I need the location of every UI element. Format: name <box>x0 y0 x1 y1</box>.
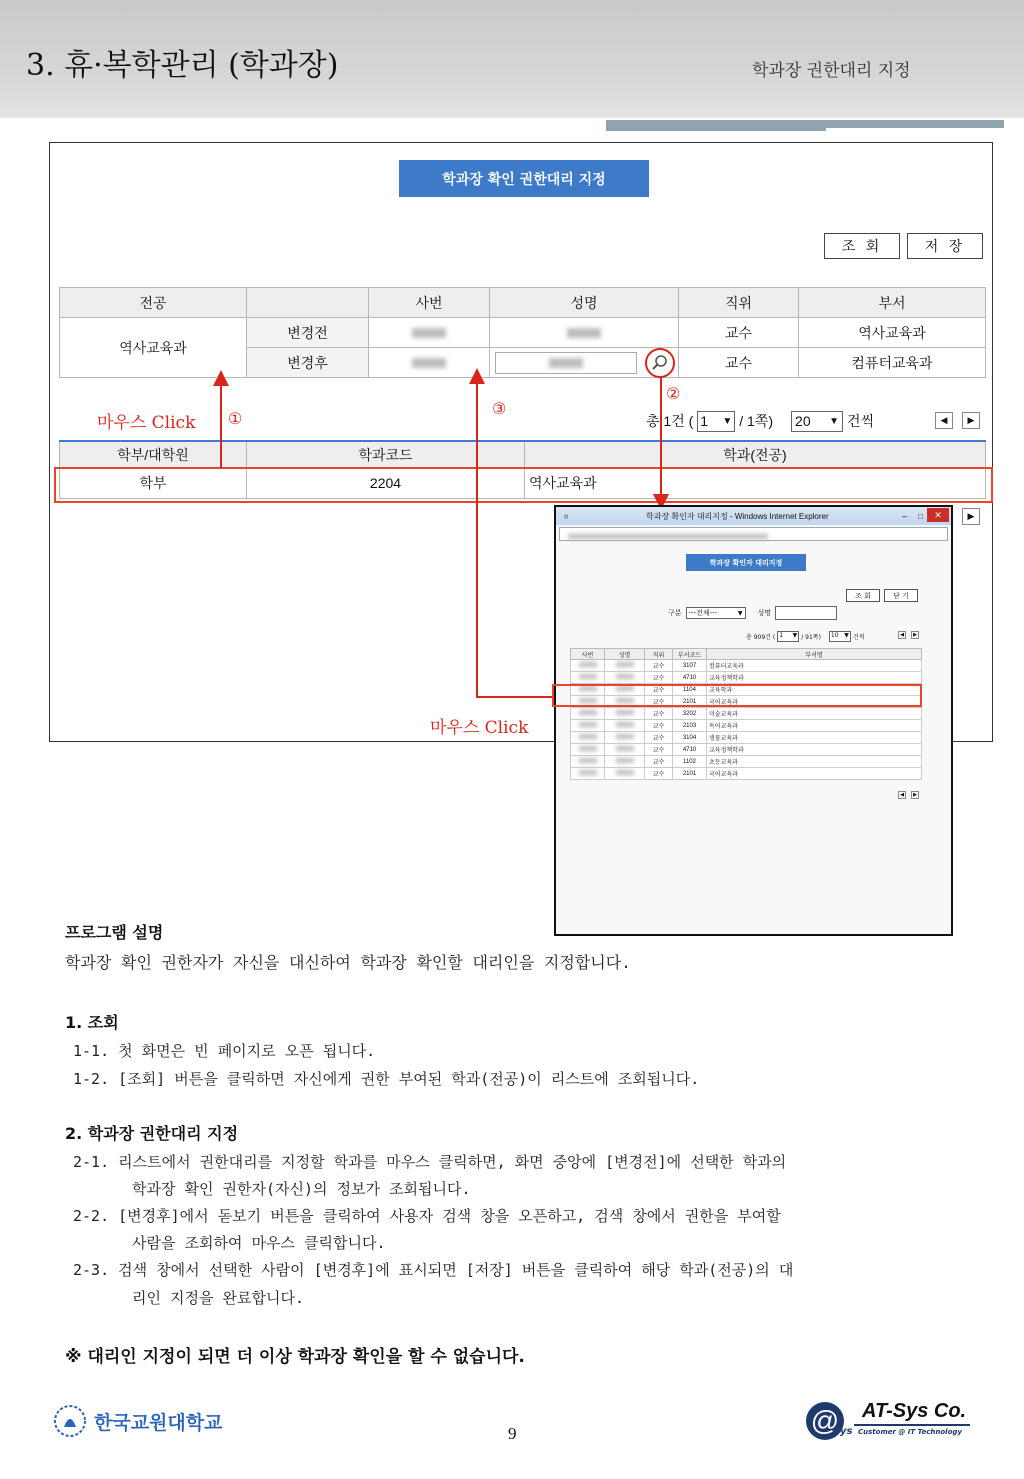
popup-title-button: 학과장 확인자 대리지정 <box>686 554 806 571</box>
description-heading: 프로그램 설명 <box>65 923 164 942</box>
popup-row-dept: 초등교육과 <box>707 756 922 768</box>
popup-size-value: 10 <box>830 632 839 639</box>
popup-size-select[interactable] <box>829 631 851 642</box>
description-intro: 학과장 확인 권한자가 자신을 대신하여 학과장 확인할 대리인을 지정합니다. <box>65 953 631 972</box>
pagination-pages: / 1쪽) <box>739 413 774 429</box>
page-number: 9 <box>508 1424 517 1443</box>
popup-row-highlight <box>552 684 922 707</box>
company-logo <box>806 1400 976 1445</box>
blurred-name <box>616 710 634 715</box>
popup-row-deptcode: 2101 <box>673 696 707 708</box>
popup-row-position: 교수 <box>645 720 673 732</box>
popup-row-empno <box>571 672 605 684</box>
university-emblem-icon <box>52 1403 88 1439</box>
popup-row-name <box>605 660 645 672</box>
blurred-empno <box>579 722 597 727</box>
popup-row-position: 교수 <box>645 660 673 672</box>
section-2-3b: 리인 지정을 완료합니다. <box>132 1289 304 1307</box>
list-header-code: 학과코드 <box>247 441 525 468</box>
popup-col-dept: 부서명 <box>707 649 922 660</box>
popup-result-table <box>570 648 922 780</box>
blurred-name <box>616 746 634 751</box>
blurred-empno <box>579 710 597 715</box>
blurred-empno <box>579 734 597 739</box>
popup-col-position: 직위 <box>645 649 673 660</box>
warning-note: ※ 대리인 지정이 되면 더 이상 학과장 확인을 할 수 없습니다. <box>65 1347 525 1367</box>
section-2-title: 2. 학과장 권한대리 지정 <box>65 1124 239 1143</box>
popup-table-row[interactable] <box>571 708 922 720</box>
popup-row-deptcode: 1104 <box>673 684 707 696</box>
popup-row-empno <box>571 720 605 732</box>
popup-row-deptcode: 3104 <box>673 732 707 744</box>
popup-table-row[interactable] <box>571 768 922 780</box>
section-1-title: 1. 조회 <box>65 1013 119 1032</box>
popup-row-deptcode: 2101 <box>673 768 707 780</box>
caret-right-icon: ▶ <box>913 632 917 638</box>
company-name: AT-Sys Co. <box>862 1400 967 1422</box>
university-name: 한국교원대학교 <box>94 1411 223 1434</box>
popup-row-name <box>605 768 645 780</box>
popup-row-name <box>605 720 645 732</box>
arrow-step-3 <box>477 376 554 697</box>
ie-icon: e <box>564 511 569 521</box>
company-at-icon: @ <box>806 1402 844 1440</box>
popup-table-row[interactable] <box>571 756 922 768</box>
page-select-value: 1 <box>700 413 709 429</box>
maximize-icon[interactable]: □ <box>918 511 923 521</box>
popup-search-button[interactable]: 조 회 <box>846 589 880 602</box>
col-header-name: 성명 <box>490 288 679 318</box>
popup-row-name <box>605 732 645 744</box>
page-title: 3. 휴·복학관리 (학과장) <box>26 48 339 83</box>
popup-row-dept: 컴퓨터교육과 <box>707 660 922 672</box>
page-size-suffix: 건씩 <box>847 413 875 429</box>
annotation-mouse-click-1: 마우스 Click <box>97 413 196 433</box>
section-2-2b: 사람을 조회하여 마우스 클릭합니다. <box>132 1234 386 1252</box>
list-header-dept: 학과(전공) <box>525 441 986 468</box>
popup-total: 총 909건 ( <box>746 634 776 641</box>
popup-window-title: 학과장 확인자 대리지정 - Windows Internet Explorer <box>646 511 829 521</box>
annotation-step-2: ② <box>666 384 681 403</box>
popup-row-name <box>605 744 645 756</box>
popup-header-row <box>571 649 922 660</box>
blurred-name <box>616 662 634 667</box>
popup-row-position: 교수 <box>645 684 673 696</box>
section-2-1a: 2-1. 리스트에서 권한대리를 지정할 학과를 마우스 클릭하면, 화면 중앙에 [변경전]에 선택한 학과의 <box>73 1153 787 1171</box>
filter-select[interactable] <box>686 607 746 619</box>
popup-row-dept: 국어교육과 <box>707 768 922 780</box>
popup-col-deptcode: 부서코드 <box>673 649 707 660</box>
popup-address-bar[interactable] <box>559 527 948 541</box>
close-icon[interactable]: ✕ <box>927 508 949 522</box>
before-position: 교수 <box>679 318 799 348</box>
caret-left-icon: ◀ <box>900 792 904 798</box>
popup-row-deptcode: 3202 <box>673 708 707 720</box>
popup-table-row[interactable] <box>571 732 922 744</box>
popup-col-empno: 사번 <box>571 649 605 660</box>
company-tagline: Customer @ IT Technology <box>858 1428 962 1436</box>
before-label: 변경전 <box>247 318 369 348</box>
popup-row-position: 교수 <box>645 672 673 684</box>
popup-row-dept: 국어교육과 <box>707 696 922 708</box>
popup-row-empno <box>571 708 605 720</box>
popup-row-empno <box>571 744 605 756</box>
page-subtitle: 학과장 권한대리 지정 <box>752 61 911 81</box>
popup-next-button-2[interactable] <box>911 791 919 799</box>
popup-row-deptcode: 4710 <box>673 672 707 684</box>
blurred-empno <box>579 758 597 763</box>
row-dept: 역사교육과 <box>525 468 986 498</box>
popup-col-name: 성명 <box>605 649 645 660</box>
popup-row-dept: 미술교육과 <box>707 708 922 720</box>
blurred-url <box>568 534 768 539</box>
before-dept: 역사교육과 <box>799 318 986 348</box>
search-button[interactable]: 조 회 <box>824 233 900 259</box>
row-code: 2204 <box>247 468 525 498</box>
popup-table-row[interactable] <box>571 744 922 756</box>
popup-row-deptcode: 1102 <box>673 756 707 768</box>
minimize-icon[interactable]: – <box>901 511 907 521</box>
section-1-1: 1-1. 첫 화면은 빈 페이지로 오픈 됩니다. <box>73 1042 376 1060</box>
blurred-empno <box>579 662 597 667</box>
caret-left-icon: ◀ <box>940 415 948 426</box>
popup-row-dept: 교육학과 <box>707 684 922 696</box>
popup-prev-button-2[interactable] <box>898 791 906 799</box>
popup-row-position: 교수 <box>645 696 673 708</box>
chevron-down-icon: ▼ <box>829 415 840 427</box>
company-logo-sub: sys <box>834 1426 853 1437</box>
university-logo <box>52 1403 222 1439</box>
chevron-down-icon: ▼ <box>737 609 743 617</box>
popup-row-name <box>605 708 645 720</box>
blurred-empno <box>579 770 597 775</box>
section-2-3a: 2-3. 검색 창에서 선택한 사람이 [변경후]에 표시되면 [저장] 버튼을 클릭하여 해당 학과(전공)의 대 <box>73 1261 794 1279</box>
popup-row-empno <box>571 660 605 672</box>
col-header-dept: 부서 <box>799 288 986 318</box>
caret-left-icon: ◀ <box>900 632 904 638</box>
popup-row-position: 교수 <box>645 732 673 744</box>
popup-row-dept: 생물교육과 <box>707 732 922 744</box>
blurred-empno <box>579 746 597 751</box>
annotation-step-1: ① <box>228 409 243 428</box>
popup-row-deptcode: 3107 <box>673 660 707 672</box>
popup-row-position: 교수 <box>645 756 673 768</box>
filter-value: ---전체--- <box>688 609 718 617</box>
search-popup-window[interactable] <box>554 505 953 936</box>
col-header-empno: 사번 <box>369 288 490 318</box>
row-type: 학부 <box>60 468 247 498</box>
annotation-step-3: ③ <box>492 399 507 418</box>
popup-row-empno <box>571 756 605 768</box>
page-size-value: 20 <box>795 413 811 429</box>
chevron-down-icon: ▼ <box>792 632 798 639</box>
caret-right-icon: ▶ <box>967 511 975 522</box>
popup-table-row[interactable] <box>571 720 922 732</box>
popup-filter <box>668 606 837 620</box>
popup-row-dept: 교육정책학과 <box>707 744 922 756</box>
popup-row-position: 교수 <box>645 744 673 756</box>
popup-table-row[interactable] <box>571 660 922 672</box>
popup-prev-button[interactable] <box>898 631 906 639</box>
caret-right-icon: ▶ <box>967 415 975 426</box>
popup-size-suffix: 건씩 <box>852 634 865 641</box>
popup-row-name <box>605 672 645 684</box>
blurred-empno <box>579 674 597 679</box>
popup-next-button[interactable] <box>911 631 919 639</box>
blurred-name <box>616 770 634 775</box>
popup-pages: / 91쪽) <box>801 634 821 641</box>
name-input[interactable] <box>775 606 837 620</box>
blurred-name <box>616 722 634 727</box>
after-dept: 컴퓨터교육과 <box>799 348 986 378</box>
filter-label: 구분 <box>668 609 682 617</box>
popup-row-name <box>605 756 645 768</box>
blurred-name <box>616 674 634 679</box>
save-button[interactable]: 저 장 <box>907 233 983 259</box>
col-header-position: 직위 <box>679 288 799 318</box>
section-1-2: 1-2. [조회] 버튼을 클릭하면 자신에게 권한 부여된 학과(전공)이 리스트에 조회됩니다. <box>73 1070 700 1088</box>
chevron-down-icon: ▼ <box>722 415 733 427</box>
popup-pagination <box>746 631 865 642</box>
section-2-2a: 2-2. [변경후]에서 돋보기 버튼을 클릭하여 사용자 검색 창을 오픈하고, 검색 창에서 권한을 부여할 <box>73 1207 781 1225</box>
popup-table-row[interactable] <box>571 672 922 684</box>
company-underline <box>854 1424 970 1426</box>
popup-row-deptcode: 4710 <box>673 744 707 756</box>
chevron-down-icon: ▼ <box>844 632 849 639</box>
blurred-name <box>616 734 634 739</box>
popup-page-select[interactable] <box>777 631 799 642</box>
popup-row-empno <box>571 768 605 780</box>
popup-row-empno <box>571 732 605 744</box>
after-position: 교수 <box>679 348 799 378</box>
section-2-1b: 학과장 확인 권한자(자신)의 정보가 조회됩니다. <box>132 1180 471 1198</box>
popup-row-dept: 교육정책학과 <box>707 672 922 684</box>
pagination-total: 총 1건 ( <box>646 413 694 429</box>
popup-close-button[interactable]: 닫 기 <box>884 589 918 602</box>
popup-row-deptcode: 2103 <box>673 720 707 732</box>
blurred-name <box>616 758 634 763</box>
major-cell: 역사교육과 <box>60 318 247 378</box>
screen-title-button: 학과장 확인 권한대리 지정 <box>399 160 649 197</box>
popup-page-value: 1 <box>779 632 784 639</box>
list-header-type: 학부/대학원 <box>60 441 247 468</box>
name-label: 성명 <box>757 609 772 617</box>
popup-titlebar <box>556 507 951 525</box>
col-header-major: 전공 <box>60 288 247 318</box>
annotation-mouse-click-2: 마우스 Click <box>430 718 529 738</box>
caret-right-icon: ▶ <box>913 792 917 798</box>
popup-row-position: 교수 <box>645 768 673 780</box>
after-label: 변경후 <box>247 348 369 378</box>
popup-row-dept: 독어교육과 <box>707 720 922 732</box>
popup-row-position: 교수 <box>645 708 673 720</box>
